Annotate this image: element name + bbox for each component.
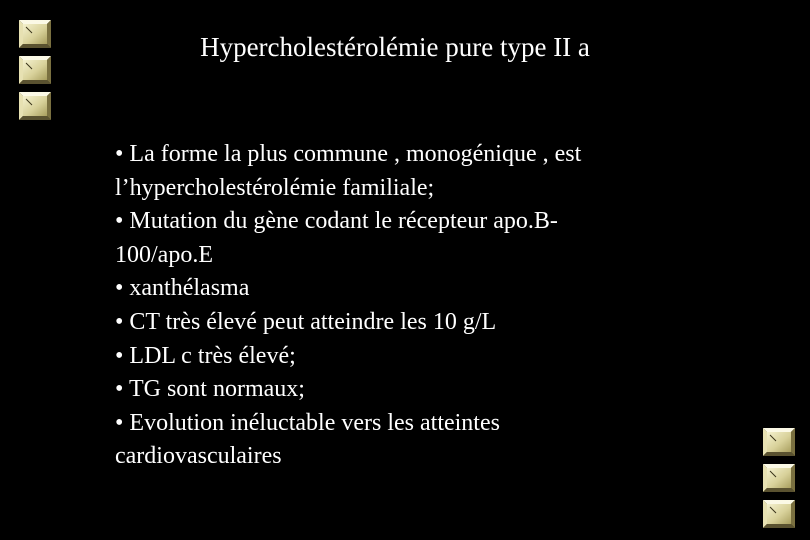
decor-square-icon xyxy=(18,91,52,121)
body-line: l’hypercholestérolémie familiale; xyxy=(115,174,435,201)
body-line: cardiovasculaires xyxy=(115,443,282,470)
slide-title xyxy=(0,30,790,64)
decor-square-icon xyxy=(762,463,796,493)
slide-title-text: Hypercholestérolémie pure type II a xyxy=(200,32,590,62)
body-line: • Mutation du gène codant le récepteur apo.B- xyxy=(115,208,558,235)
body-line: • TG sont normaux; xyxy=(115,376,305,403)
decor-square-icon xyxy=(762,427,796,457)
body-line: • La forme la plus commune , monogénique , est xyxy=(115,141,582,167)
slide-body xyxy=(115,138,715,474)
body-line: 100/apo.E xyxy=(115,241,213,268)
body-line: • Evolution inéluctable vers les atteintes xyxy=(115,409,500,436)
body-line: • CT très élevé peut atteindre les 10 g/L xyxy=(115,308,497,335)
decor-square-icon xyxy=(762,499,796,529)
body-line: • xanthélasma xyxy=(115,275,250,302)
body-line: • LDL c très élevé; xyxy=(115,342,296,369)
